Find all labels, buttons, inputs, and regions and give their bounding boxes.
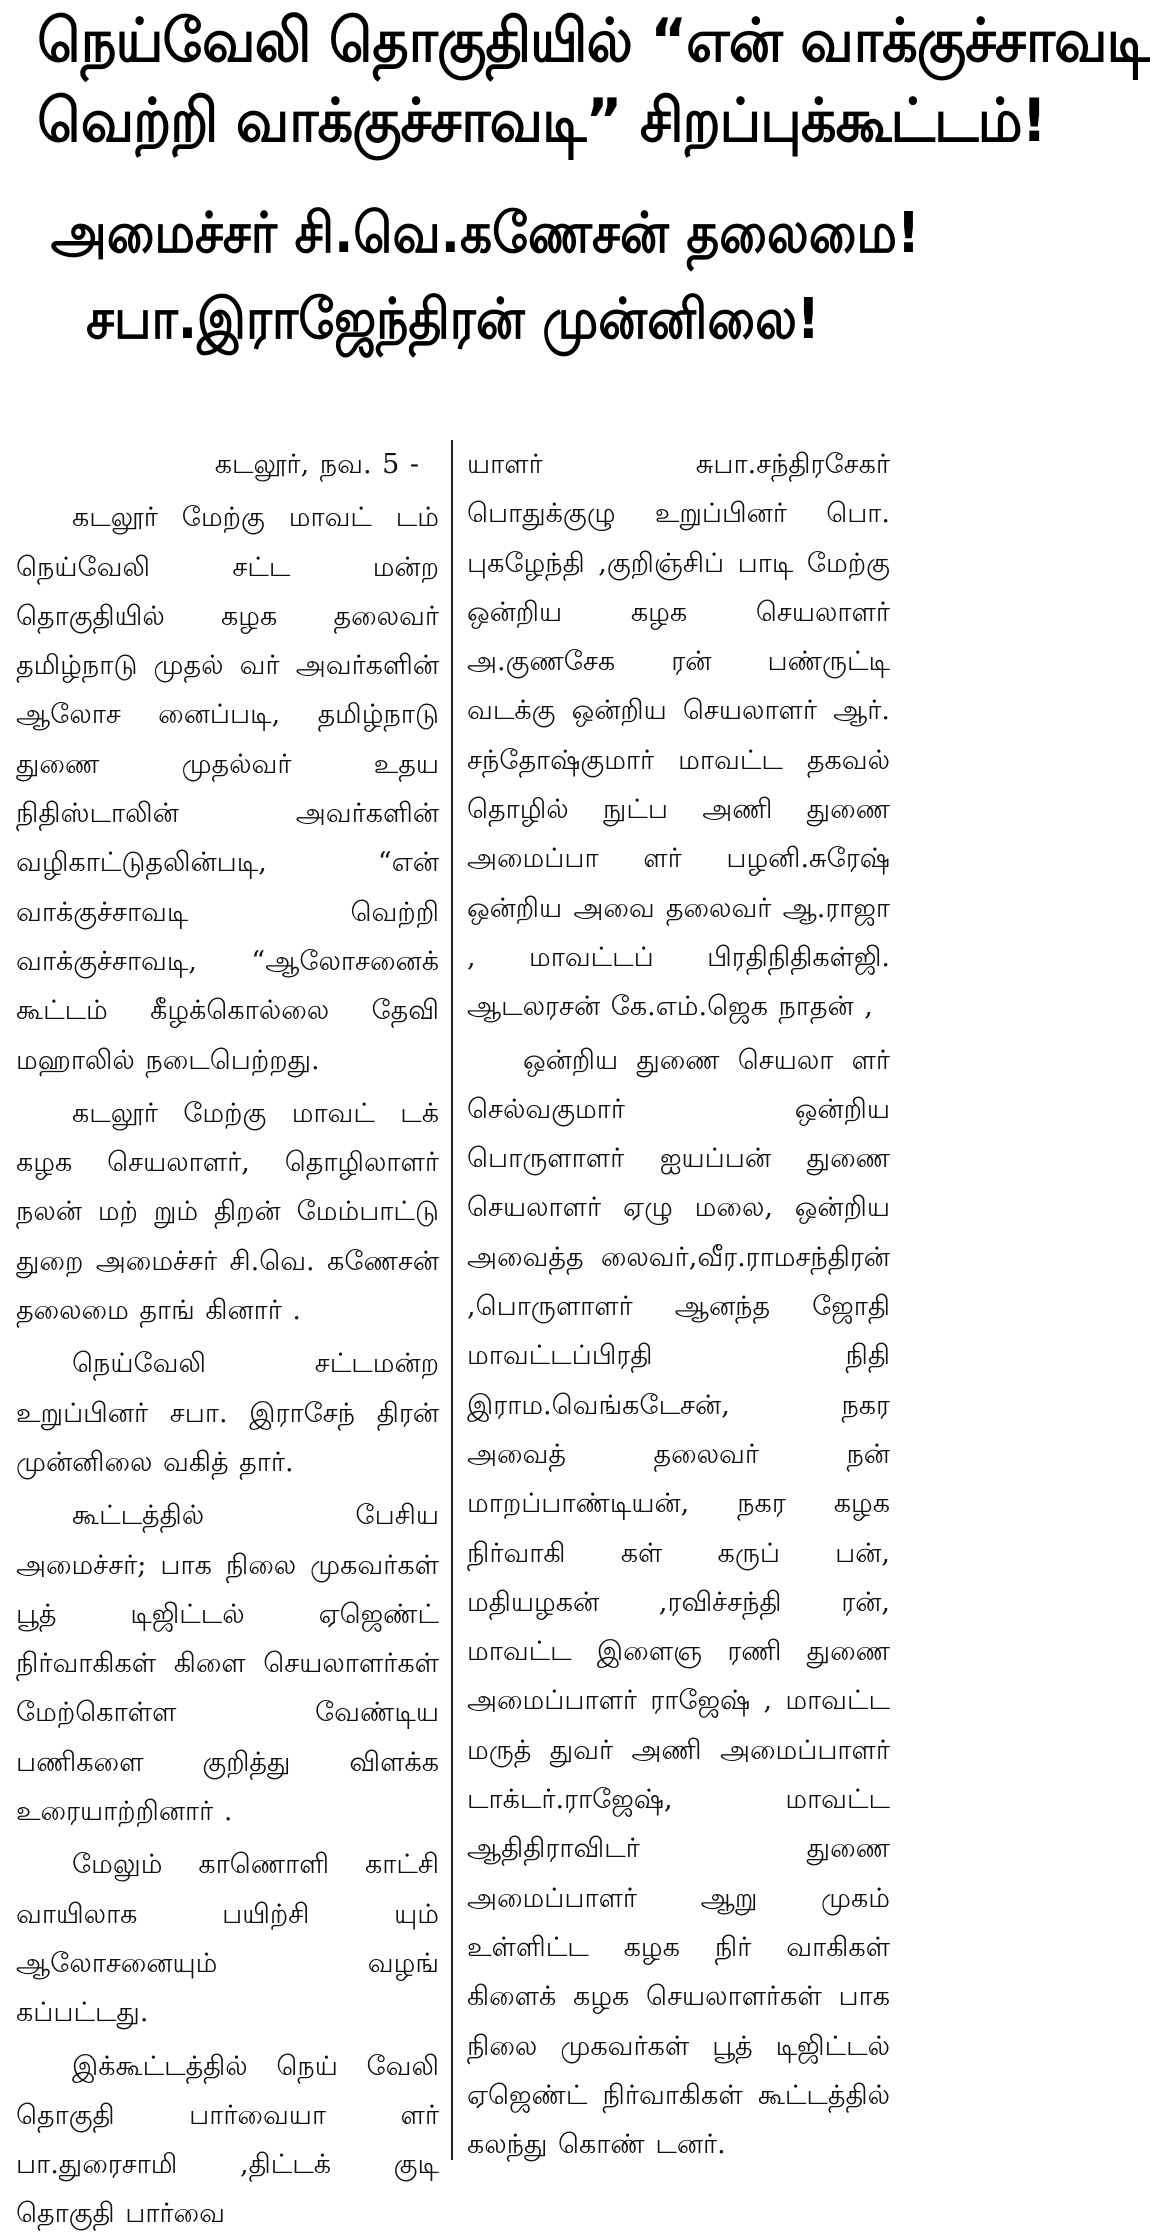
paragraph: யாளர் சுபா.சந்திரசேகர் பொதுக்குழு உறுப்பினர் பொ. புகழேந்தி ,குறிஞ்சிப் பாடி மேற்கு ஒன்றிய கழக செயலாளர் அ.குணசேக ரன் பண்ருட்டி வடக்கு ஒன்றிய செயலாளர் ஆர். சந்தோஷ்குமார் மாவட்ட தகவல் தொழில் நுட்ப அணி துணை அமைப்பா ளர் பழனி.சுரேஷ் ஒன்றிய அவை தலைவர் ஆ.ராஜா , மாவட்டப் பிரதிநிதிகள்ஜி. ஆடலரசன் கே.எம்.ஜெக நாதன் ,: [467, 449, 890, 1023]
paragraph: இக்கூட்டத்தில் நெய் வேலி தொகுதி பார்வையா ளர் பா.துரைசாமி ,திட்டக் குடி தொகுதி பார்வை: [16, 2050, 439, 2230]
article-column-right: [453, 440, 900, 2160]
article-body: [6, 440, 900, 2230]
dateline: கடலூர், நவ. 5 -: [214, 449, 419, 480]
subheadline-line-1: அமைச்சர் சி.வெ.கணேசன் தலைமை!: [50, 201, 920, 266]
paragraph: கடலூர் மேற்கு மாவட் டம் நெய்வேலி சட்ட மன்ற தொகுதியில் கழக தலைவர் தமிழ்நாடு முதல் வர் அவர்களின் ஆலோச னைப்படி, தமிழ்நாடு துணை முதல்வர் உதய நிதிஸ்டாலின் அவர்களின் வழிகாட்டுதலின்படி, “என் வாக்குச்சாவடி வெற்றி வாக்குச்சாவடி, “ஆலோசனைக் கூட்டம் கீழக்கொல்லை தேவி மஹாலில் நடைபெற்றது.: [16, 502, 439, 1076]
subheadline-line-2: சபா.இராஜேந்திரன் முன்னிலை!: [86, 287, 820, 352]
paragraph: மேலும் காணொளி காட்சி வாயிலாக பயிற்சி யும் ஆலோசனையும் வழங் கப்பட்டது.: [16, 1849, 439, 2029]
article-column-left: [6, 440, 453, 2230]
paragraph: நெய்வேலி சட்டமன்ற உறுப்பினர் சபா. இராசேந் திரன் முன்னிலை வகித் தார்.: [16, 1348, 439, 1478]
paragraph: கூட்டத்தில் பேசிய அமைச்சர்; பாக நிலை முகவர்கள் பூத் டிஜிட்டல் ஏஜெண்ட் நிர்வாகிகள் கிளை செயலாளர்கள் மேற்கொள்ள வேண்டிய பணிகளை குறித்து விளக்க உரையாற்றினார் .: [16, 1500, 439, 1828]
paragraph: கடலூர் மேற்கு மாவட் டக் கழக செயலாளர், தொழிலாளர் நலன் மற் றும் திறன் மேம்பாட்டு துறை அமைச்சர் சி.வெ. கணேசன் தலைமை தாங் கினார் .: [16, 1097, 439, 1327]
headline-line-1: நெய்வேலி தொகுதியில் “என் வாக்குச்சாவடி: [37, 6, 1150, 76]
headline-line-2: வெற்றி வாக்குச்சாவடி” சிறப்புக்கூட்டம்!: [37, 86, 1047, 156]
paragraph: ஒன்றிய துணை செயலா ளர் செல்வகுமார் ஒன்றிய பொருளாளர் ஐயப்பன் துணை செயலாளர் ஏழு மலை, ஒன்றிய அவைத்த லைவர்,வீர.ராமசந்திரன் ,பொருளாளர் ஆனந்த ஜோதி மாவட்டப்பிரதி நிதி இராம.வெங்கடேசன், நகர அவைத் தலைவர் நன் மாறப்பாண்டியன், நகர கழக நிர்வாகி கள் கருப் பன், மதியழகன் ,ரவிச்சந்தி ரன், மாவட்ட இளைஞ ரணி துணை அமைப்பாளர் ராஜேஷ் , மாவட்ட மருத் துவர் அணி அமைப்பாளர் டாக்டர்.ராஜேஷ், மாவட்ட ஆதிதிராவிடர் துணை அமைப்பாளர் ஆறு முகம் உள்ளிட்ட கழக நிர் வாகிகள் கிளைக் கழக செயலாளர்கள் பாக நிலை முகவர்கள் பூத் டிஜிட்டல் ஏஜெண்ட் நிர்வாகிகள் கூட்டத்தில் கலந்து கொண் டனர்.: [467, 1044, 890, 2161]
